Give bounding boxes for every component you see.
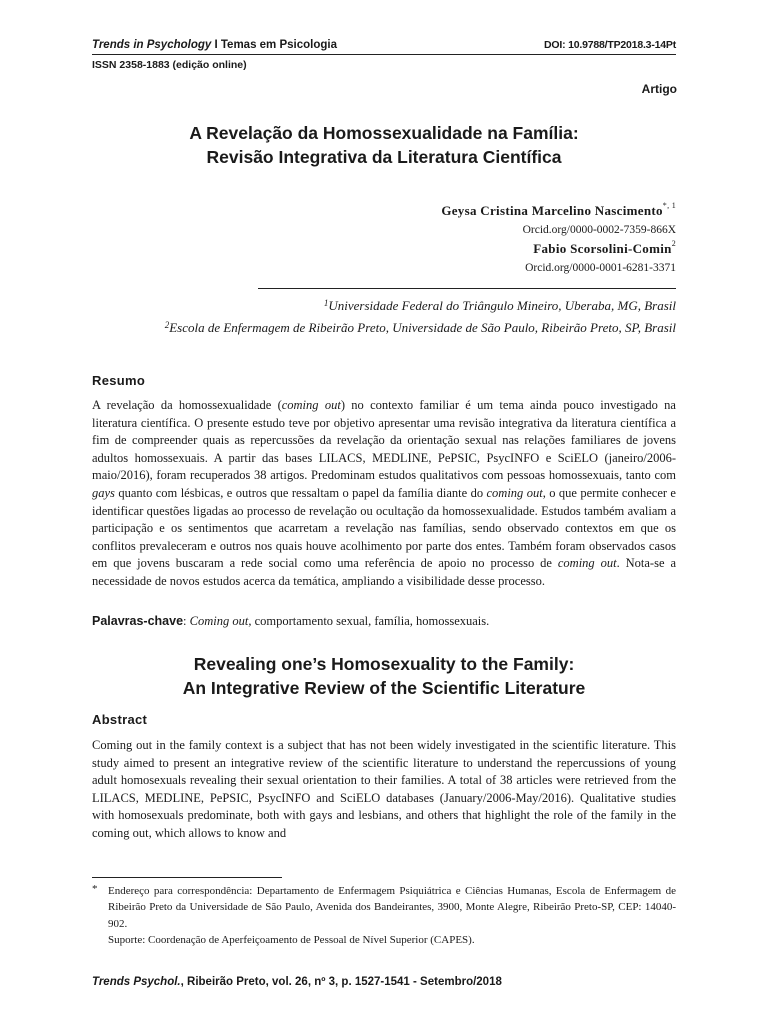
author-2-mark: 2 — [671, 239, 676, 248]
resumo-italic-2: gays — [92, 485, 115, 500]
header-rule — [92, 54, 676, 55]
author-1-orcid[interactable]: Orcid.org/0000-0002-7359-866X — [522, 224, 676, 236]
running-header-journal — [92, 39, 337, 51]
resumo-italic-3: coming out — [486, 485, 543, 500]
abstract-paragraph: Coming out in the family context is a subject that has not been widely investigated in the scientific literature. This study aimed to present an integrative review of the scientific literature to understand the repercussions of young adult homosexuals revealing their sexual orientation to their families. A total of 38 articles were retrieved from the LILACS, MEDLINE, PePSIC, PsycINFO and SciELO databases (January/2006-May/2016). Qualitative studies with homosexuals predominate, both with gays and lesbians, and others that highlight the role of the family in the coming out, which allows to know and — [92, 738, 676, 840]
resumo-paragraph — [92, 397, 676, 591]
resumo-text-2: ) no contexto familiar é um tema ainda pouco investigado na literatura científica. O presente estudo teve por objetivo apresentar uma revisão integrativa da literatura científica a fim de compreender quais as repercussões da revelação da orientação sexual nas relações familiares de jovens adultos homossexuais. A partir das bases LILACS, MEDLINE, PePSIC, PsycINFO e SciELO (janeiro/2006-maio/2016), foram recuperados 38 artigos. Predominam estudos qualitativos com pessoas homossexuais, tanto com — [92, 398, 676, 483]
author-name — [441, 203, 676, 219]
footer-citation: , Ribeirão Preto, vol. 26, nº 3, p. 1527-1541 - Setembro/2018 — [180, 976, 502, 988]
journal-name: Trends in Psychology — [92, 39, 212, 51]
article-title-pt — [92, 121, 676, 169]
keywords-colon: : — [183, 614, 190, 628]
keywords-label: Palavras-chave — [92, 614, 184, 628]
author-2-orcid[interactable]: Orcid.org/0000-0001-6281-3371 — [525, 262, 676, 274]
author-1-name: Geysa Cristina Marcelino Nascimento — [441, 203, 663, 218]
affiliation-1-text: Universidade Federal do Triângulo Mineiro, Uberaba, MG, Brasil — [328, 298, 676, 313]
resumo-italic-4: coming out — [557, 556, 617, 571]
keywords-italic: Coming out, — [189, 614, 252, 628]
affiliation-2-text: Escola de Enfermagem de Ribeirão Preto, Universidade de São Paulo, Ribeirão Preto, SP, Brasil — [169, 320, 676, 335]
resumo-text-5: . Nota-se a necessidade de novos estudos acerca da temática, ampliando a visibilidade desse processo. — [92, 556, 676, 588]
keywords-line — [92, 614, 676, 629]
article-title-en — [92, 652, 676, 700]
journal-subtitle: I Temas em Psicologia — [211, 39, 337, 51]
affiliation-2-mark: 2 — [164, 320, 170, 330]
article-type-label: Artigo — [641, 82, 677, 96]
resumo-heading: Resumo — [92, 373, 146, 388]
issn-label: ISSN 2358-1883 (edição online) — [92, 59, 247, 71]
title-pt-line-1: A Revelação da Homossexualidade na Família: — [189, 123, 579, 143]
title-en-line-1: Revealing one’s Homosexuality to the Family: — [193, 654, 575, 674]
affiliation-1 — [324, 298, 676, 314]
affiliation-1-mark: 1 — [323, 298, 329, 308]
resumo-text-1: A revelação da homossexualidade ( — [92, 398, 282, 412]
resumo-italic-1: coming out — [281, 398, 341, 412]
affiliation-2 — [165, 320, 676, 336]
footnote-address: Endereço para correspondência: Departamento de Enfermagem Psiquiátrica e Ciências Humanas, Escola de Enfermagem de Ribeirão Preto da Universidade de São Paulo, Avenida dos Bandeirantes, 3900, Monte Alegre, Ribeirão Preto-SP, CEP: 14040-902. — [108, 885, 676, 930]
footer-journal: Trends Psychol. — [92, 976, 181, 988]
author-2-name: Fabio Scorsolini-Comin — [533, 241, 672, 256]
resumo-text-3: quanto com lésbicas, e outros que ressaltam o papel da família diante do — [114, 485, 487, 500]
author-name — [533, 241, 676, 257]
title-pt-line-2: Revisão Integrativa da Literatura Científica — [206, 147, 562, 167]
keywords-rest: comportamento sexual, família, homossexuais. — [251, 614, 490, 628]
footnote-support: Suporte: Coordenação de Aperfeiçoamento de Pessoal de Nível Superior (CAPES). — [108, 933, 475, 946]
page-footer — [92, 976, 502, 988]
affiliation-rule — [258, 288, 676, 289]
doi-label[interactable]: DOI: 10.9788/TP2018.3-14Pt — [544, 39, 676, 51]
resumo-text-4: , o que permite conhecer e identificar questões ligadas ao processo de revelação ou ocultação da homossexualidade. Estudos também avaliam a participação e os sentimentos que acarretam a revelação nas famílias, sendo observado contextos em que os conflitos prevaleceram e outros nos quais houve acolhimento por parte dos entes. Também foram observados casos em que jovens buscaram a rede social como uma referência de apoio no processo de — [92, 485, 676, 571]
footnote-mark: * — [92, 883, 98, 895]
title-en-line-2: An Integrative Review of the Scientific Literature — [182, 678, 586, 698]
abstract-heading: Abstract — [92, 712, 148, 727]
footnote-text — [108, 883, 676, 948]
author-1-mark: *, 1 — [662, 201, 676, 210]
footnote-rule — [92, 877, 282, 878]
